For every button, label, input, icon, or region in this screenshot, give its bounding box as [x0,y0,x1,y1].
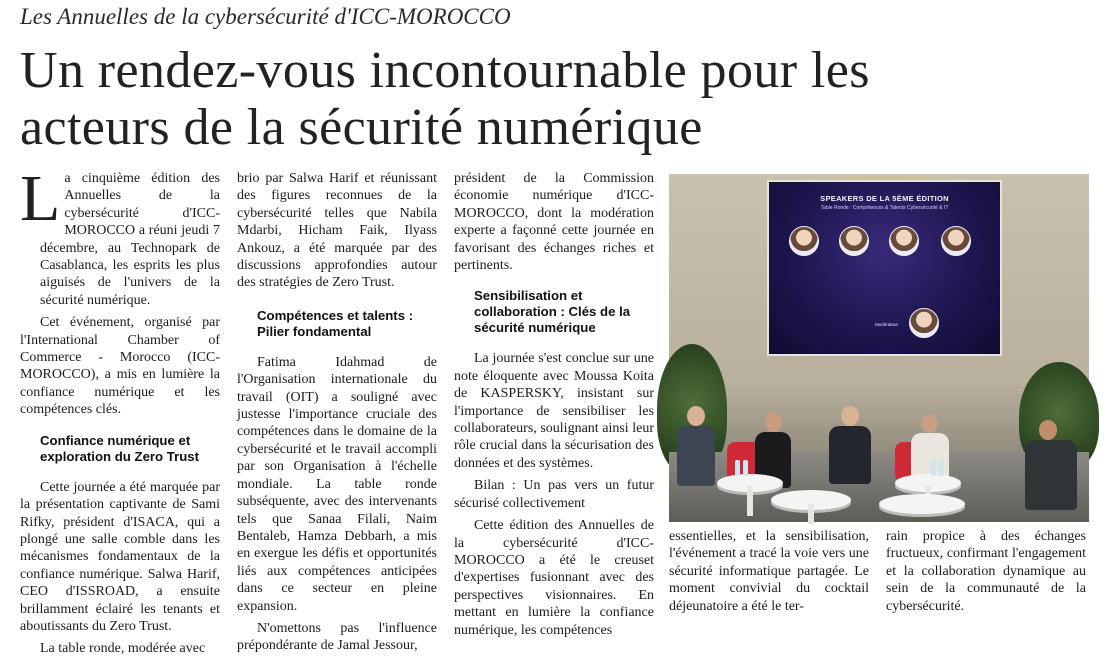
screen-title: SPEAKERS DE LA 5ÈME ÉDITION [820,194,949,203]
section-heading: Confiance numérique et exploration du Zero Trust [40,432,199,464]
headline-line-2: acteurs de la sécurité numérique [20,99,703,156]
water-bottle [931,460,936,476]
paragraph: rain propice à des échanges fructueux, confirmant l'engagement et la collaboration dynamique au sein de la communauté de la cybersécurité. [886,529,1086,614]
water-bottle [743,460,748,476]
article-column-5 [886,528,1086,620]
paragraph: La table ronde, modérée avec [40,641,206,657]
paragraph: président de la Commission économie numérique d'ICC-MOROCCO, dont la modération experte a façonné cette journée en favorisant des échanges riches et pertinents. [454,171,654,274]
water-bottle [939,460,944,476]
event-photo [669,174,1089,522]
moderator-label: Modérateur [875,322,899,327]
water-bottle [735,460,740,476]
paragraph: Cet événement, organisé par l'International Chamber of Commerce - Morocco (ICC-MOROCCO), a mis en lumière la confiance numérique et les compétences clés. [20,315,220,418]
article-kicker: Les Annuelles de la cybersécurité d'ICC-MOROCCO [20,4,511,29]
speaker-portrait [839,226,869,256]
paragraph: Bilan : Un pas vers un futur sécurisé collectivement [454,478,654,511]
headline-line-1: Un rendez-vous incontournable pour les [20,42,870,99]
paragraph: Fatima Idahmad de l'Organisation internationale du travail (OIT) a souligné avec justesse l'importance cruciale des compétences dans le domaine de la cybersécurité et le travail accompli par son Organisation à l'échelle mondiale. La table ronde subséquente, avec des intervenants tels que Sanaa Filali, Naim Bentaleb, Hamza Debbarh, a mis en exergue les défis et opportunités liés aux compétences anticipées dans ce secteur en pleine expansion. [237,354,437,614]
paragraph: N'omettons pas l'influence prépondérante de Jamal Jessour, [237,620,437,654]
screen-subtitle: Table Ronde : Compétences & Talents Cybersécurité & IT [820,205,949,211]
paragraph: La journée s'est conclue sur une note éloquente avec Moussa Koita de KASPERSKY, insistant sur l'importance de sensibiliser les collaborateurs, soulignant ainsi leur rôle crucial dans la sécurisation des données et des systèmes. [454,351,654,471]
lead-text: a cinquième édition des Annuelles de la cybersécurité d'ICC-MOROCCO a réuni jeudi 7 décembre, au Technopark de Casablanca, les esprits les plus aiguisés de l'univers de la sécurité numérique. [40,171,220,308]
paragraph: brio par Salwa Harif et réunissant des figures reconnues de la cybersécurité telles que Nabila Mdarbi, Hicham Faik, Ilyass Ankouz, a été marquée par des discussions approfondies autour des stratégies de Zero Trust. [237,171,437,291]
speaker-portrait [789,226,819,256]
article-column-2 [237,170,437,660]
article-column-1 [20,162,220,663]
projection-screen [767,180,1002,356]
drop-cap: L [20,162,61,235]
lead-paragraph [20,162,220,309]
paragraph: essentielles, et la sensibilisation, l'événement a tracé la voie vers une sécurité informatique partagée. Le moment convivial du cocktail déjeunatoire a été le ter- [669,529,869,614]
section-heading: Compétences et talents : Pilier fondamental [257,307,414,339]
article-headline [20,42,1100,156]
speaker-portrait [889,226,919,256]
side-table [879,494,965,514]
paragraph: Cette journée a été marquée par la présentation captivante de Sami Rifky, président d'ISACA, qui a plongé une salle comble dans les mécanismes fondamentaux de la confiance numérique. Salwa Harif, CEO d'ISSROAD, a ensuite brillamment éclairé les tenants et aboutissants du Zero Trust. [20,479,220,634]
moderator-portrait [909,308,939,338]
paragraph: Cette édition des Annuelles de la cybersécurité d'ICC-MOROCCO a été le creuset d'expertises fusionnant avec des perspectives visionnaires. En mettant en lumière la confiance numérique, les compétences [454,518,654,638]
speaker-portrait [941,226,971,256]
article-column-4 [669,528,869,620]
section-heading: Sensibilisation et collaboration : Clés de la sécurité numérique [474,288,631,336]
article-column-3 [454,170,654,644]
